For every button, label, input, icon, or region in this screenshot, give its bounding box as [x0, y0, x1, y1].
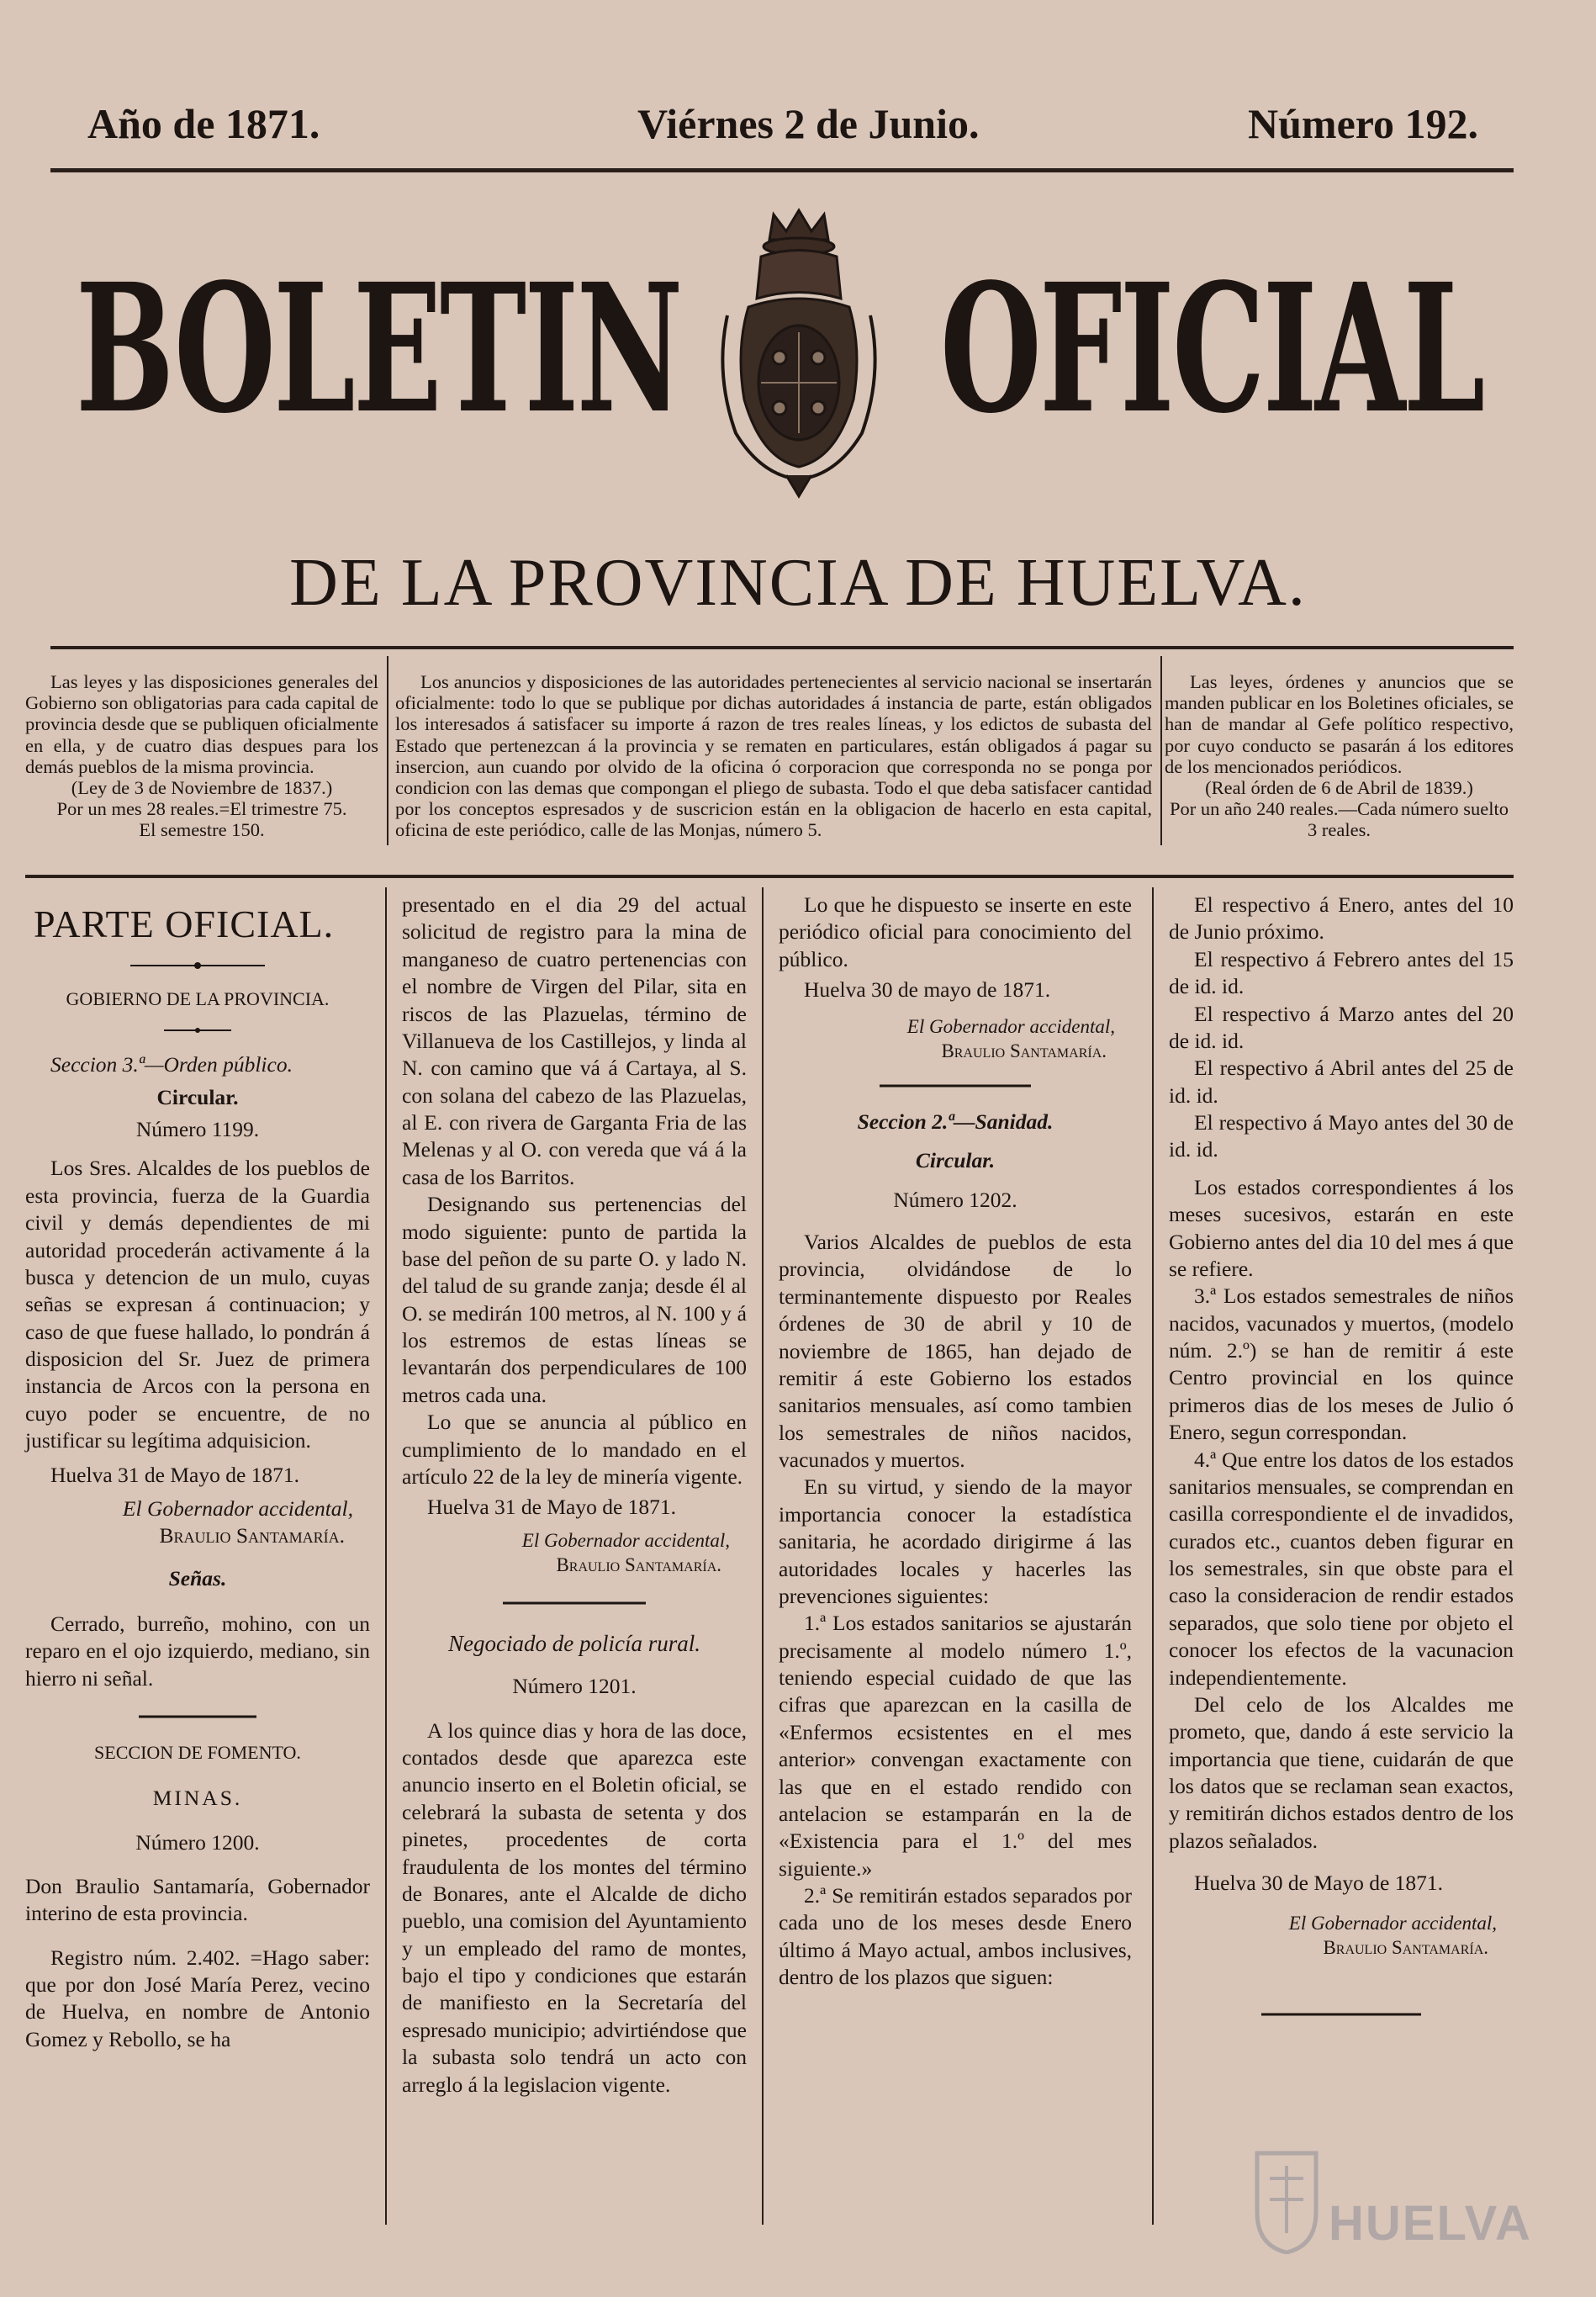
number-label: Número 1199.: [135, 1117, 260, 1142]
intro-right-price: Por un año 240 reales.—Cada número suelto 3 reales.: [1169, 798, 1509, 841]
list-item: El respectivo á Abril antes del 25 de id. id.: [1169, 1056, 1514, 1108]
issue-number: Número 192.: [1248, 100, 1479, 147]
body-paragraph: En su virtud, y siendo de la mayor importancia conocer la estadística sanitaria, he acordado dirigirme á las autoridades locales y hacerles las prevenciones siguientes:: [779, 1474, 1132, 1608]
intro-right-order: (Real órden de 6 de Abril de 1839.): [1205, 776, 1473, 798]
minas-heading: MINAS.: [152, 1786, 243, 1811]
masthead-right: OFICIAL: [940, 245, 1483, 453]
year-label: Año de 1871.: [87, 100, 320, 147]
parte-oficial-heading: PARTE OFICIAL.: [34, 902, 335, 945]
signature-name: Braulio Santamaría.: [1323, 1936, 1488, 1958]
intro-right-text: Las leyes, órdenes y anuncios que se manden publicar en los Boletines oficiales, se han de mandar al Gefe político respectivo, por cuyo conducto se pasarán á los editores de los mencionados periódicos.: [1165, 671, 1514, 777]
signature-name: Braulio Santamaría.: [159, 1523, 345, 1548]
date-line: Huelva 30 de mayo de 1871.: [804, 977, 1051, 1003]
body-paragraph: presentado en el dia 29 del actual solicitud de registro para la mina de manganeso de cuatro pertenencias con el nombre de Virgen del Pilar, sita en riscos de las Plazuelas, término de Villanueva de los Castillejos, y linda al N. con camino que vá á Cartaya, al S. con solana del cabezo de las Plazuelas, al E. con rivera de Garganta Fria de las Melenas y al O. con vereda que vá á la casa de los Barritos.: [402, 892, 747, 1189]
masthead-left: BOLETIN: [76, 245, 681, 453]
intro-right: [1165, 671, 1514, 841]
intro-left-law: (Ley de 3 de Noviembre de 1837.): [71, 776, 333, 798]
signature-name: Braulio Santamaría.: [556, 1553, 721, 1575]
list-item: El respectivo á Marzo antes del 20 de id. id.: [1169, 1001, 1514, 1053]
ornament-divider: [1261, 2010, 1421, 2019]
signature-title: El Gobernador accidental,: [906, 1015, 1115, 1037]
body-paragraph: Los estados correspondientes á los meses sucesivos, estarán en este Gobierno antes del dia 10 del mes á que se refiere.: [1169, 1174, 1514, 1281]
number-label: Número 1200.: [135, 1829, 260, 1855]
body-paragraph: Lo que he dispuesto se inserte en este periódico oficial para conocimiento del público.: [779, 892, 1132, 971]
senas-paragraph: Cerrado, burreño, mohino, con un reparo en el ojo izquierdo, mediano, sin hierro ni señal.: [25, 1612, 370, 1691]
signature-title: El Gobernador accidental,: [521, 1529, 730, 1551]
date-line: Huelva 31 de Mayo de 1871.: [427, 1495, 677, 1520]
seccion-heading: Seccion 2.ª—Sanidad.: [857, 1109, 1054, 1134]
column-2: [402, 892, 747, 2099]
body-paragraph: Los Sres. Alcaldes de los pueblos de esta provincia, fuerza de la Guardia civil y demás dependientes de mi autoridad procederán activamente á la busca y detencion de un mulo, cuyas señas se expresan á continuacion; y caso de que fuese hallado, lo pondrán á disposicion del Sr. Juez de primera instancia de Arcos con la persona en cuyo poder se encuentre, de no justificar su legítima adquisicion.: [25, 1156, 370, 1453]
body-paragraph: 2.ª Se remitirán estados separados por cada uno de los meses desde Enero último á Mayo actual, ambos inclusives, dentro de los plazos que siguen:: [779, 1883, 1132, 1990]
top-rule: [50, 168, 1514, 172]
ornament-divider: [503, 1599, 646, 1607]
column-divider-2: [762, 887, 764, 2225]
governor-paragraph: Don Braulio Santamaría, Gobernador interino de esta provincia.: [25, 1873, 370, 1926]
body-paragraph: 3.ª Los estados semestrales de niños nacidos, vacunados y muertos, (modelo núm. 2.º) se han de remitir á este Centro provincial en los quince primeros dias de los meses de Julio ó Enero, segun correspondan.: [1169, 1283, 1514, 1445]
date-label: Viérnes 2 de Junio.: [637, 100, 980, 147]
column-1: [25, 892, 370, 2053]
body-paragraph: Designando sus pertenencias del modo siguiente: punto de partida la base del peñon de su parte O. y lado N. del talud de su grande zanja; desde él al O. se medirán 100 metros, al N. 100 y á los estremos de estas líneas se levantarán dos perpendiculares de 100 metros cada una.: [402, 1192, 747, 1407]
ornament-divider: [139, 1712, 256, 1721]
intro-divider-2: [1160, 656, 1162, 845]
senas-heading: Señas.: [168, 1565, 227, 1590]
signature-title: El Gobernador accidental,: [1288, 1912, 1497, 1934]
watermark-text: HUELVA: [1329, 2196, 1532, 2251]
ornament-divider: [164, 1026, 231, 1035]
body-paragraph: 4.ª Que entre los datos de los estados sanitarios mensuales, se comprendan en casilla correspondiente el de invadidos, curados etc., cuantos deben figurar en los semestrales, sin que obste para el caso la consideracion de rendir estados separados, que solo tiene por objeto el conocer los efectos de la vacunacion independientemente.: [1169, 1447, 1514, 1690]
number-label: Número 1201.: [512, 1674, 637, 1699]
circular-heading: Circular.: [915, 1148, 996, 1173]
signature-name: Braulio Santamaría.: [941, 1040, 1107, 1061]
date-line: Huelva 30 de Mayo de 1871.: [1194, 1871, 1444, 1896]
intro-left-price: Por un mes 28 reales.=El trimestre 75.: [56, 798, 347, 820]
seccion-heading: Seccion 3.ª—Orden público.: [50, 1052, 293, 1077]
list-item: El respectivo á Enero, antes del 10 de Junio próximo.: [1169, 892, 1514, 945]
body-paragraph: 1.ª Los estados sanitarios se ajustarán precisamente al modelo número 1.º, teniendo especial cuidado de que las cifras que aparezcan en la casilla de «Enfermos ecsistentes en el mes anterior» convengan exactamente con las que en el estado rendido con antelacion se estamparán en la de «Existencia para el 1.º del mes siguiente.»: [779, 1611, 1132, 1881]
intro-left-text: Las leyes y las disposiciones generales del Gobierno son obligatorias para cada capital de provincia desde que se publiquen oficialmente en ella, y de cuatro dias despues para los demás pueblos de la misma provincia.: [25, 671, 378, 777]
intro-bottom-rule: [25, 875, 1514, 878]
column-divider-1: [385, 887, 387, 2225]
intro-middle: [395, 671, 1152, 841]
ornament-divider: [880, 1082, 1031, 1090]
signature-title: El Gobernador accidental,: [122, 1495, 353, 1521]
fomento-heading: SECCION DE FOMENTO.: [94, 1742, 301, 1764]
column-4: [1169, 892, 1514, 2019]
list-item: El respectivo á Febrero antes del 15 de id. id.: [1169, 946, 1514, 999]
shield-icon: [1253, 2145, 1320, 2254]
masthead-subtitle: DE LA PROVINCIA DE HUELVA.: [289, 546, 1307, 620]
circular-heading: Circular.: [156, 1084, 239, 1109]
coat-of-arms-icon: [711, 206, 887, 500]
watermark: [1253, 2136, 1530, 2263]
negociado-heading: Negociado de policía rural.: [448, 1631, 700, 1657]
ornament-divider: [130, 961, 265, 971]
intro-top-rule: [50, 646, 1514, 649]
intro-divider-1: [387, 656, 388, 845]
body-paragraph: Varios Alcaldes de pueblos de esta provincia, olvidándose de lo terminantemente dispuesto por Reales órdenes de 30 de abril y 10 de noviembre de 1865, han dejado de remitir á este Gobierno los estados sanitarios mensuales, así como tambien los semestrales de niños nacidos, vacunados y muertos.: [779, 1230, 1132, 1473]
body-paragraph: A los quince dias y hora de las doce, contados desde que aparezca este anuncio inserto en el Boletin oficial, se celebrará la subasta de setenta y dos pinetes, procedentes de corta fraudulenta de los montes del término de Bonares, ante el Alcalde de dicho pueblo, una comision del Ayuntamiento y un empleado del ramo de montes, bajo el tipo y condiciones que estarán de manifiesto en la Secretaría del espresado municipio; advirtiéndose que la subasta solo tendrá un acto con arreglo á la legislacion vigente.: [402, 1717, 747, 2097]
list-item: El respectivo á Mayo antes del 30 de id. id.: [1169, 1110, 1514, 1162]
registro-paragraph: Registro núm. 2.402. =Hago saber: que por don José María Perez, vecino de Huelva, en nombre de Antonio Gomez y Rebollo, se ha: [25, 1945, 370, 2051]
body-paragraph: Lo que se anuncia al público en cumplimiento de lo mandado en el artículo 22 de la ley de minería vigente.: [402, 1410, 747, 1489]
gobierno-heading: GOBIERNO DE LA PROVINCIA.: [66, 988, 330, 1010]
intro-left-semester: El semestre 150.: [139, 819, 265, 841]
number-label: Número 1202.: [893, 1187, 1017, 1212]
intro-left: [25, 671, 378, 841]
intro-middle-text: Los anuncios y disposiciones de las autoridades pertenecientes al servicio nacional se insertarán oficialmente: todo lo que se publique por dichas autoridades á instancia de parte, están obligados los interesados á satisfacer su importe á razon de tres reales líneas, y los edictos de subasta del Estado que pertenezcan á la provincia y se rematen en particulares, están obligados á pagar su insercion, aun cuando por olvido de la oficina ó corporacion que corresponda no se ponga por condicion con las demas que compongan el pliego de subasta. Todo el que deba satisfacer cantidad por los conceptos espresados y de suscricion están en la obligacion de hacerlo en esta capital, oficina de este periódico, calle de las Monjas, número 5.: [395, 671, 1152, 841]
body-paragraph: Del celo de los Alcaldes me prometo, que, dando á este servicio la importancia que tiene, cuidarán de que los datos que se reclaman sean exactos, y remitirán dichos estados dentro de los plazos señalados.: [1169, 1691, 1514, 1853]
column-divider-3: [1152, 887, 1154, 2225]
column-3: [779, 892, 1132, 1992]
date-line: Huelva 31 de Mayo de 1871.: [50, 1462, 300, 1487]
